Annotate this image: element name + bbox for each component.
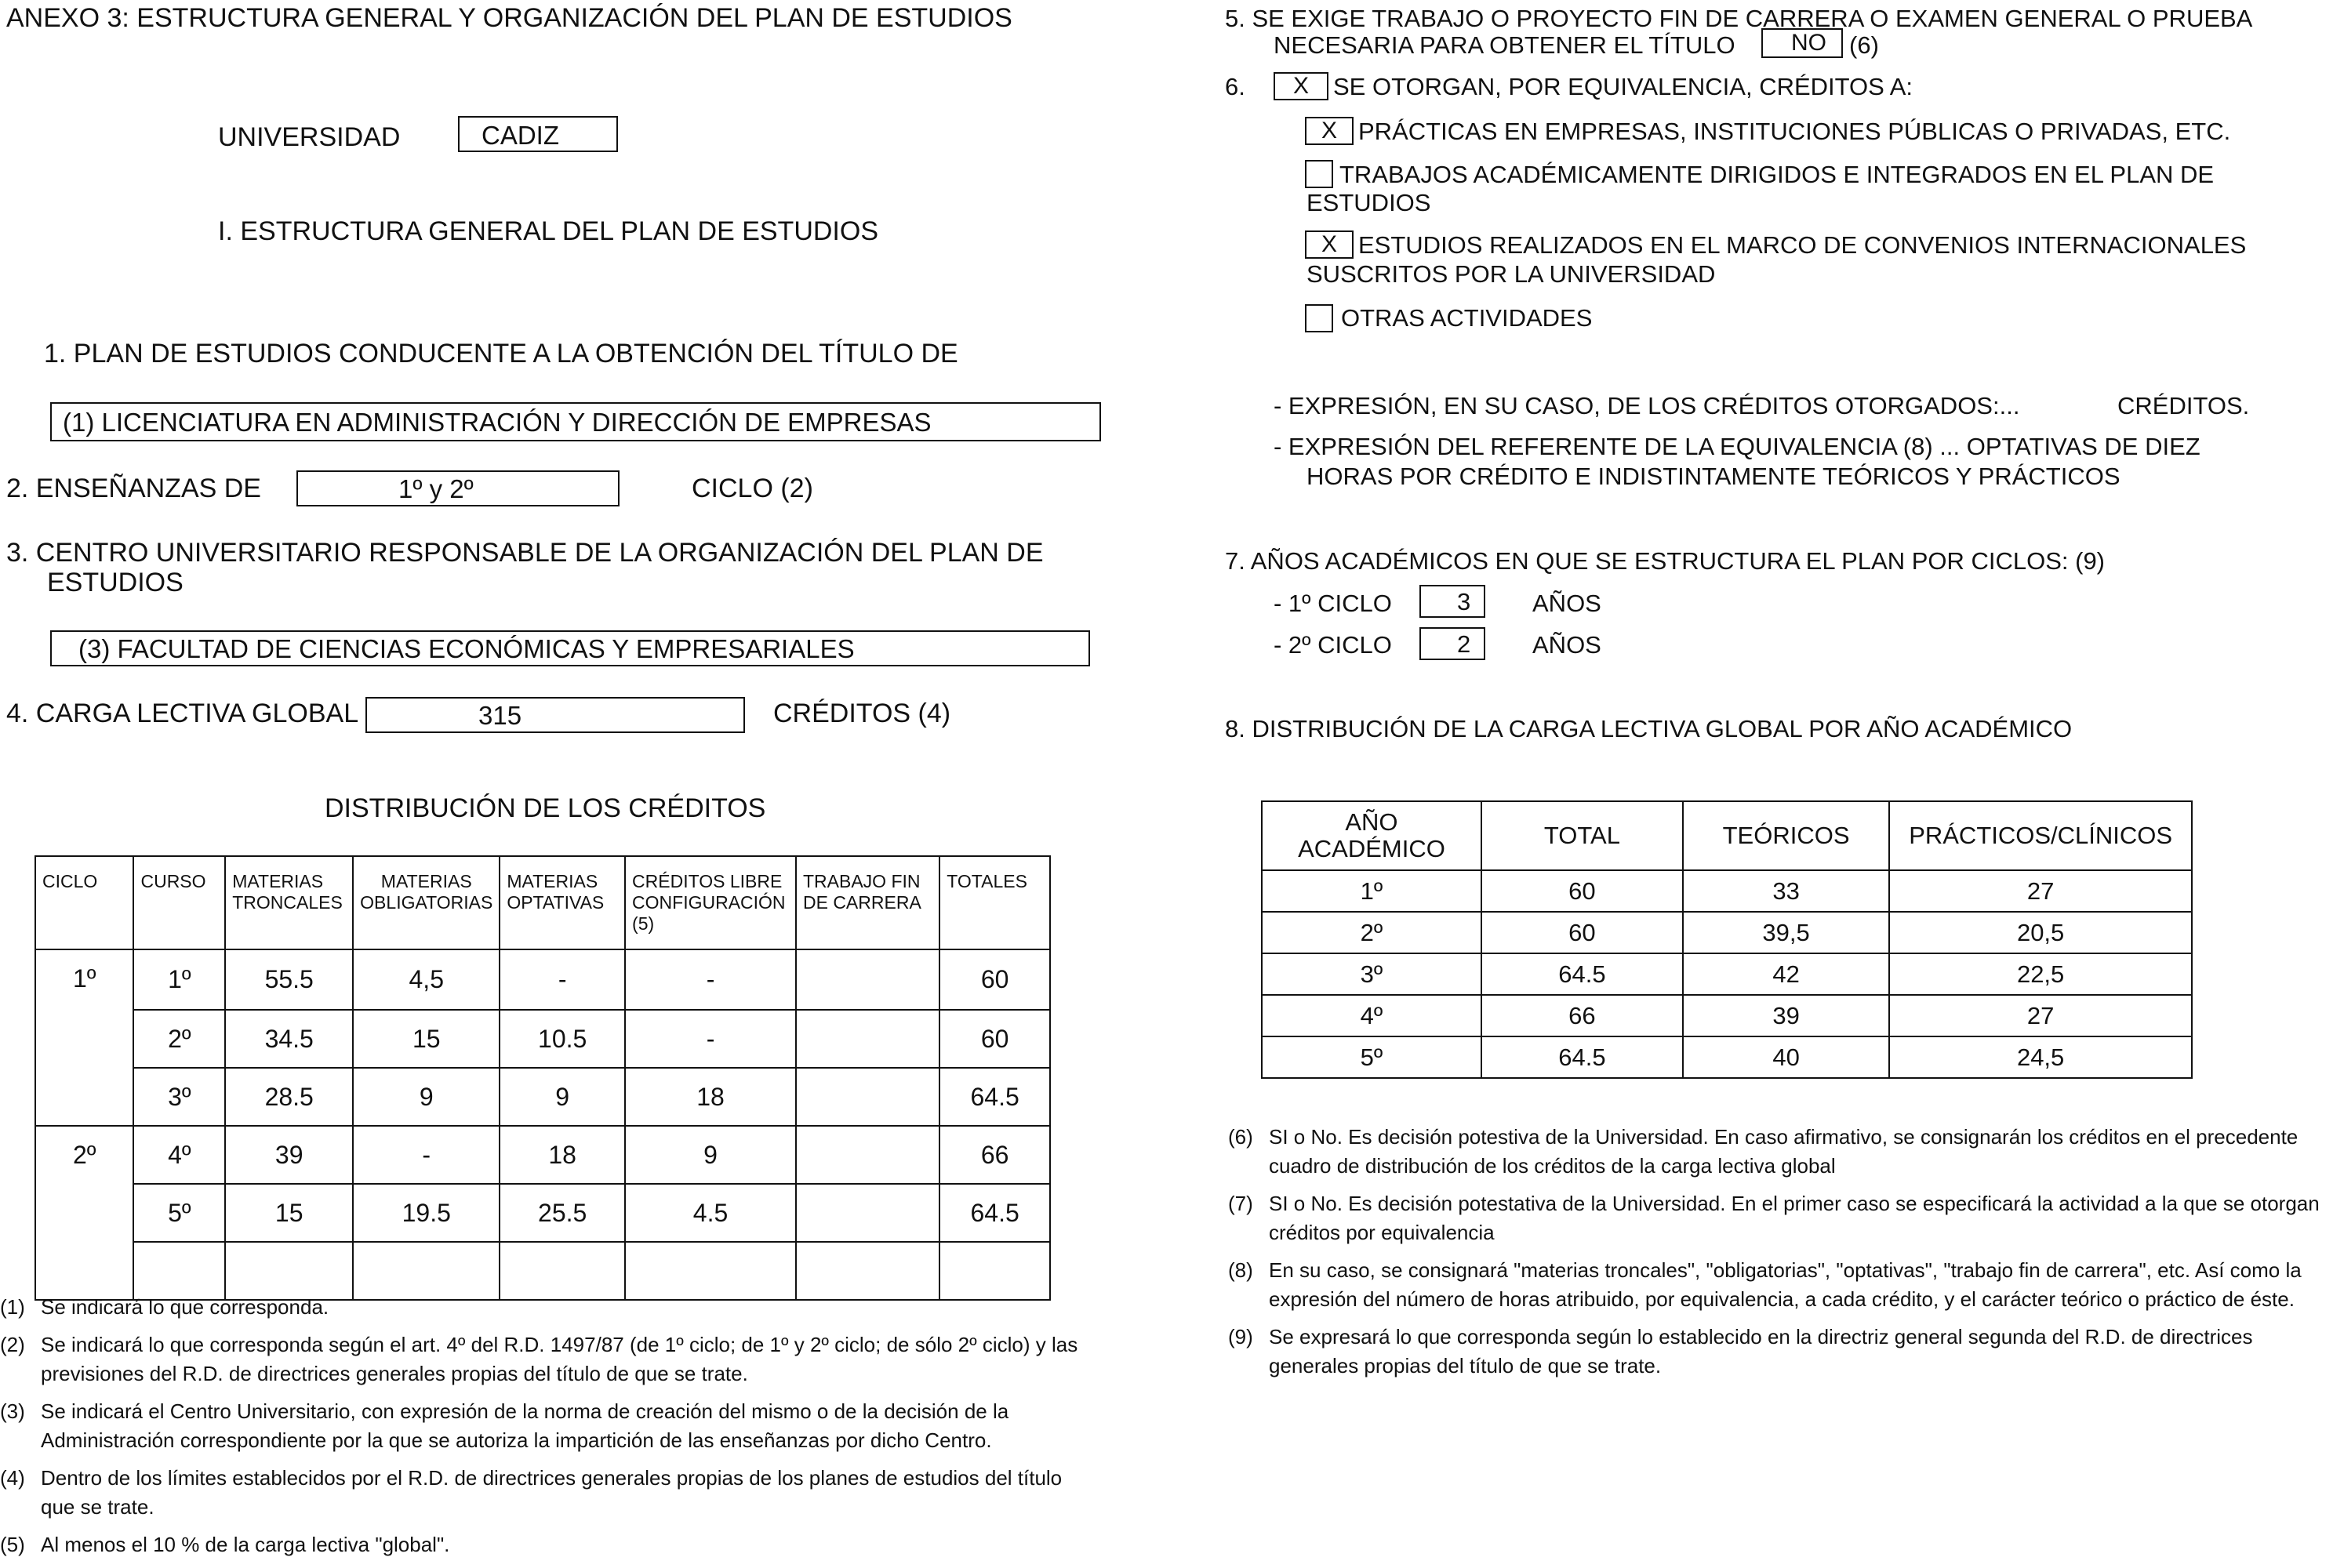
credits-header-troncales: MATERIAS TRONCALES: [225, 856, 353, 949]
table-row: [1262, 995, 2192, 1036]
year-table: [1261, 800, 2193, 1079]
credits-header-optativas: MATERIAS OPTATIVAS: [500, 856, 625, 949]
universidad-label: UNIVERSIDAD: [218, 122, 401, 152]
item6-label: SE OTORGAN, POR EQUIVALENCIA, CRÉDITOS A:: [1333, 73, 1913, 100]
note-2: (2) Se indicará lo que corresponda según el art. 4º del R.D. 1497/87 (de 1º ciclo; de 1º y 2º ciclo; de sólo 2º ciclo) y las previsiones del R.D. de directrices generales propias del título de que se trate.: [0, 1333, 1078, 1385]
total-cell: 60: [1481, 870, 1683, 912]
trabajo-cell: [796, 1010, 939, 1068]
table-row: [1262, 870, 2192, 912]
item6-num: 6.: [1225, 73, 1245, 100]
optativas-cell: 9: [500, 1068, 625, 1126]
year-header-total: TOTAL: [1481, 801, 1683, 870]
ensenanzas-value: 1º y 2º: [398, 474, 474, 503]
item1-label: 1. PLAN DE ESTUDIOS CONDUCENTE A LA OBTENCIÓN DEL TÍTULO DE: [44, 339, 958, 368]
troncales-cell: 34.5: [225, 1010, 353, 1068]
table-row: [1262, 1036, 2192, 1078]
credits-header-ciclo: CICLO: [35, 856, 133, 949]
credits-header-obligatorias: MATERIAS OBLIGATORIAS: [353, 856, 500, 949]
ciclo2-field: [1419, 627, 1485, 660]
trabajo-cell: [796, 949, 939, 1010]
totales-cell: 66: [939, 1126, 1050, 1184]
item2-label: 2. ENSEÑANZAS DE: [6, 474, 261, 503]
item2-suffix: CICLO (2): [692, 474, 813, 503]
practicos-cell: 24,5: [1889, 1036, 2192, 1078]
ciclo2-label: - 2º CICLO: [1274, 631, 1392, 659]
section-title: I. ESTRUCTURA GENERAL DEL PLAN DE ESTUDIOS: [218, 216, 878, 246]
optativas-cell: 10.5: [500, 1010, 625, 1068]
ano-cell: 2º: [1262, 912, 1481, 953]
teoricos-cell: 40: [1683, 1036, 1889, 1078]
credits-table: [35, 855, 1051, 1301]
option-label-otras: OTRAS ACTIVIDADES: [1341, 304, 1593, 332]
optativas-cell: -: [500, 949, 625, 1010]
obligatorias-cell: -: [353, 1126, 500, 1184]
optativas-cell: 25.5: [500, 1184, 625, 1242]
note-7: (7) SI o No. Es decisión potestativa de la Universidad. En el primer caso se especificará la actividad a la que se otorgan créditos por equivalencia: [1228, 1192, 2320, 1244]
libre-cell: 9: [625, 1126, 796, 1184]
total-cell: 60: [1481, 912, 1683, 953]
totales-cell: 64.5: [939, 1184, 1050, 1242]
option-label-convenios: ESTUDIOS REALIZADOS EN EL MARCO DE CONVENIOS INTERNACIONALES: [1358, 231, 2247, 259]
credits-header-curso: CURSO: [133, 856, 225, 949]
item5-suffix: (6): [1849, 31, 1879, 59]
expresion-referente-1: - EXPRESIÓN DEL REFERENTE DE LA EQUIVALENCIA (8) ... OPTATIVAS DE DIEZ: [1274, 433, 2200, 460]
totales-cell: 60: [939, 949, 1050, 1010]
practicos-cell: 22,5: [1889, 953, 2192, 995]
option-checkbox-otras[interactable]: [1305, 304, 1333, 332]
credits-header-totales: TOTALES: [939, 856, 1050, 949]
trabajo-cell: [796, 1126, 939, 1184]
table-row: [1262, 953, 2192, 995]
note-3: (3) Se indicará el Centro Universitario, con expresión de la norma de creación del mismo o de la decisión de la Administración correspondiente por la que se autoriza la impartición de las enseñanzas por dicho Centro.: [0, 1399, 1009, 1452]
libre-cell: 4.5: [625, 1184, 796, 1242]
centro-field: [50, 630, 1090, 666]
option-checkbox-practicas[interactable]: X: [1305, 117, 1354, 145]
troncales-cell: 39: [225, 1126, 353, 1184]
table-row: [35, 1068, 1050, 1126]
option-label-trabajos: TRABAJOS ACADÉMICAMENTE DIRIGIDOS E INTEGRADOS EN EL PLAN DE: [1339, 161, 2215, 188]
ciclo2-value: 2: [1457, 630, 1471, 658]
expresion-referente-2: HORAS POR CRÉDITO E INDISTINTAMENTE TEÓRICOS Y PRÁCTICOS: [1306, 463, 2121, 490]
option-label-practicas: PRÁCTICAS EN EMPRESAS, INSTITUCIONES PÚBLICAS O PRIVADAS, ETC.: [1358, 118, 2231, 145]
item7-label: 7. AÑOS ACADÉMICOS EN QUE SE ESTRUCTURA EL PLAN POR CICLOS: (9): [1225, 547, 2106, 575]
note-8: (8) En su caso, se consignará "materias troncales", "obligatorias", "optativas", "trabajo fin de carrera", etc. Así como la expresión del número de horas atribuido, por equivalencia, a cada crédito, y el carácter teórico o práctico de éste.: [1228, 1258, 2302, 1311]
practicos-cell: 27: [1889, 870, 2192, 912]
item5-line1: 5. SE EXIGE TRABAJO O PROYECTO FIN DE CARRERA O EXAMEN GENERAL O PRUEBA: [1225, 5, 2253, 32]
year-header-ano: AÑO ACADÉMICO: [1262, 801, 1481, 870]
note-5: (5) Al menos el 10 % de la carga lectiva "global".: [0, 1533, 450, 1556]
expresion-creditos-suffix: CRÉDITOS.: [2117, 392, 2250, 419]
credits-header-row: [35, 856, 1050, 949]
teoricos-cell: 39,5: [1683, 912, 1889, 953]
year-header-teoricos: TEÓRICOS: [1683, 801, 1889, 870]
credits-header-libre: CRÉDITOS LIBRE CONFIGURACIÓN (5): [625, 856, 796, 949]
totales-cell: 60: [939, 1010, 1050, 1068]
table-row: [35, 1010, 1050, 1068]
teoricos-cell: 39: [1683, 995, 1889, 1036]
right-notes: [1228, 1123, 2338, 1389]
option-label-convenios-2: SUSCRITOS POR LA UNIVERSIDAD: [1306, 260, 1716, 288]
ciclo2-anos: AÑOS: [1532, 631, 1601, 659]
libre-cell: 18: [625, 1068, 796, 1126]
troncales-cell: 15: [225, 1184, 353, 1242]
curso-cell: 5º: [133, 1184, 225, 1242]
practicos-cell: 20,5: [1889, 912, 2192, 953]
expresion-creditos: - EXPRESIÓN, EN SU CASO, DE LOS CRÉDITOS OTORGADOS:...: [1274, 392, 2020, 419]
table-row-empty: [35, 1242, 1050, 1300]
total-cell: 64.5: [1481, 1036, 1683, 1078]
item8-label: 8. DISTRIBUCIÓN DE LA CARGA LECTIVA GLOBAL POR AÑO ACADÉMICO: [1225, 715, 2073, 742]
universidad-field: [458, 116, 618, 152]
table-row: [35, 949, 1050, 1010]
obligatorias-cell: 19.5: [353, 1184, 500, 1242]
curso-cell: 4º: [133, 1126, 225, 1184]
carga-value: 315: [478, 701, 522, 730]
obligatorias-cell: 9: [353, 1068, 500, 1126]
totales-cell: 64.5: [939, 1068, 1050, 1126]
optativas-cell: 18: [500, 1126, 625, 1184]
note-4: (4) Dentro de los límites establecidos por el R.D. de directrices generales propias de los planes de estudios del título que se trate.: [0, 1466, 1063, 1519]
obligatorias-cell: 15: [353, 1010, 500, 1068]
ciclo1-label: - 1º CICLO: [1274, 590, 1392, 617]
libre-cell: -: [625, 1010, 796, 1068]
item5-field: [1761, 28, 1843, 58]
note-9: (9) Se expresará lo que corresponda según lo establecido en la directriz general segunda del R.D. de directrices generales propias del título de que se trate.: [1228, 1325, 2253, 1377]
table-row: [35, 1184, 1050, 1242]
ciclo1-field: [1419, 585, 1485, 618]
year-header-row: [1262, 801, 2192, 870]
carga-field: [365, 697, 745, 733]
titulo-value: (1) LICENCIATURA EN ADMINISTRACIÓN Y DIRECCIÓN DE EMPRESAS: [63, 408, 932, 437]
ensenanzas-field: [296, 470, 620, 506]
table-row: [35, 1126, 1050, 1184]
troncales-cell: 28.5: [225, 1068, 353, 1126]
item5-line2: NECESARIA PARA OBTENER EL TÍTULO: [1274, 31, 1735, 59]
ciclo1-anos: AÑOS: [1532, 590, 1601, 617]
option-label-trabajos-2: ESTUDIOS: [1306, 189, 1431, 216]
year-header-practicos: PRÁCTICOS/CLÍNICOS: [1889, 801, 2192, 870]
table-row: [1262, 912, 2192, 953]
note-6: (6) SI o No. Es decisión potestiva de la Universidad. En caso afirmativo, se consignarán los créditos en el precedente cuadro de distribución de los créditos de la carga lectiva global: [1228, 1125, 2299, 1178]
item3-line2: ESTUDIOS: [47, 568, 184, 597]
ciclo-cell-1: 1º: [35, 949, 133, 1126]
troncales-cell: 55.5: [225, 949, 353, 1010]
item4-label: 4. CARGA LECTIVA GLOBAL: [6, 699, 359, 728]
curso-cell: 3º: [133, 1068, 225, 1126]
obligatorias-cell: 4,5: [353, 949, 500, 1010]
left-notes: [0, 1293, 1098, 1568]
curso-cell: 1º: [133, 949, 225, 1010]
trabajo-cell: [796, 1184, 939, 1242]
teoricos-cell: 42: [1683, 953, 1889, 995]
titulo-field: [50, 402, 1101, 441]
total-cell: 64.5: [1481, 953, 1683, 995]
centro-value: (3) FACULTAD DE CIENCIAS ECONÓMICAS Y EMPRESARIALES: [78, 634, 855, 663]
ano-cell: 3º: [1262, 953, 1481, 995]
option-checkbox-trabajos[interactable]: [1305, 160, 1333, 188]
ano-cell: 4º: [1262, 995, 1481, 1036]
trabajo-cell: [796, 1068, 939, 1126]
ano-cell: 5º: [1262, 1036, 1481, 1078]
ciclo-cell-2: 2º: [35, 1126, 133, 1300]
item5-value: NO: [1791, 30, 1826, 56]
page-title: ANEXO 3: ESTRUCTURA GENERAL Y ORGANIZACIÓN DEL PLAN DE ESTUDIOS: [6, 3, 1012, 33]
item4-suffix: CRÉDITOS (4): [773, 699, 951, 728]
item3-line1: 3. CENTRO UNIVERSITARIO RESPONSABLE DE LA ORGANIZACIÓN DEL PLAN DE: [6, 538, 1044, 568]
option-checkbox-convenios[interactable]: X: [1305, 230, 1354, 259]
total-cell: 66: [1481, 995, 1683, 1036]
practicos-cell: 27: [1889, 995, 2192, 1036]
ano-cell: 1º: [1262, 870, 1481, 912]
libre-cell: -: [625, 949, 796, 1010]
distribucion-title: DISTRIBUCIÓN DE LOS CRÉDITOS: [325, 793, 766, 823]
credits-header-trabajo: TRABAJO FIN DE CARRERA: [796, 856, 939, 949]
curso-cell: 2º: [133, 1010, 225, 1068]
note-1: (1) Se indicará lo que corresponda.: [0, 1295, 329, 1319]
universidad-value: CADIZ: [482, 121, 559, 150]
teoricos-cell: 33: [1683, 870, 1889, 912]
ciclo1-value: 3: [1457, 588, 1471, 615]
item6-checkbox[interactable]: X: [1274, 72, 1328, 100]
